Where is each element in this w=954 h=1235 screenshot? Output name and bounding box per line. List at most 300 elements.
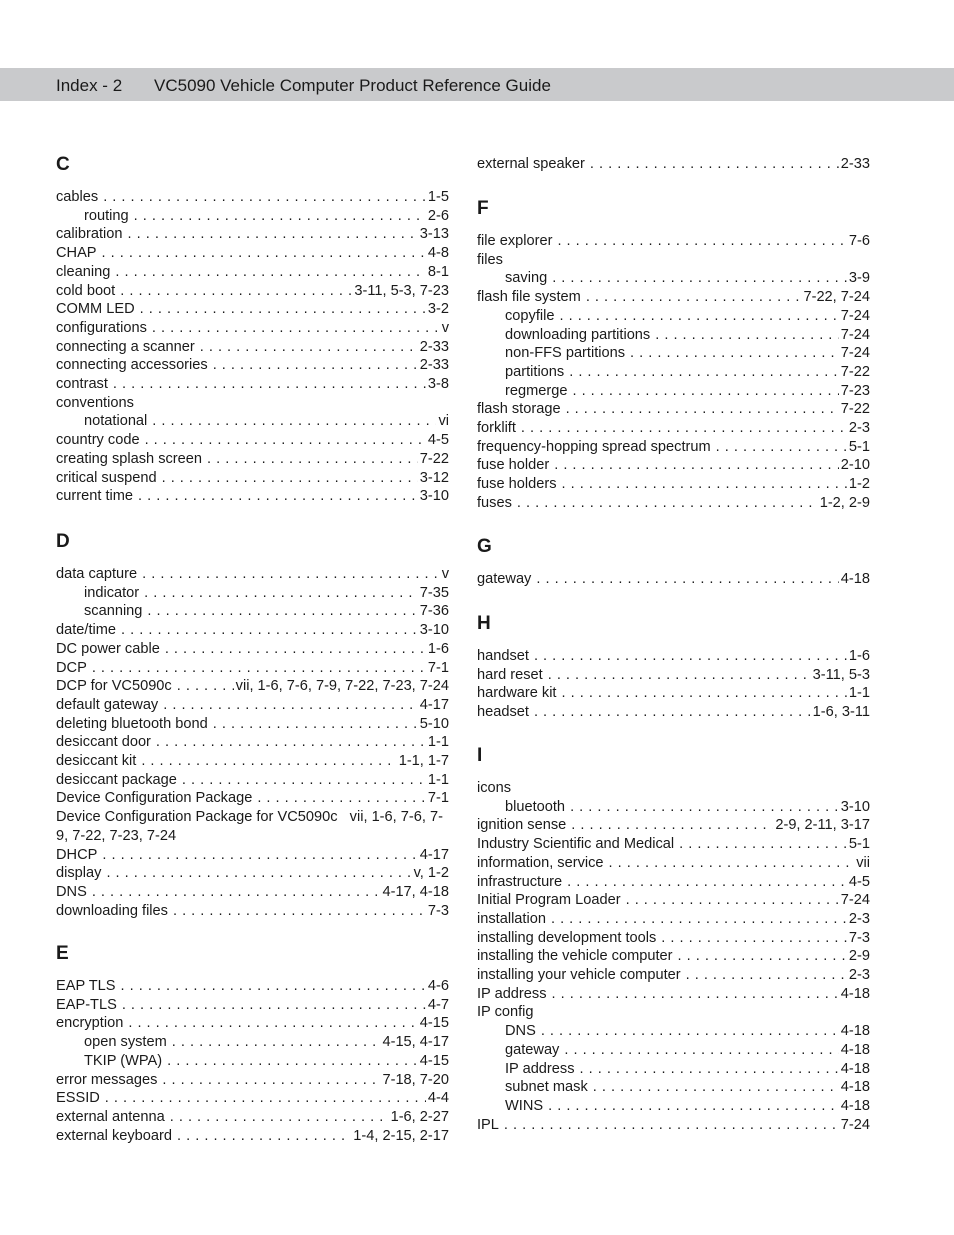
dot-leader (162, 469, 418, 488)
dot-leader (128, 1014, 417, 1033)
index-pages: 7-1 (427, 659, 449, 676)
index-term: creating splash screen (56, 450, 203, 467)
dot-leader (686, 966, 847, 985)
index-entry (477, 251, 870, 270)
index-pages: 4-6 (427, 978, 449, 994)
index-pages: 2-9, 2-11, 3-17 (775, 817, 870, 834)
section-letter-c: C (56, 154, 70, 175)
index-entry (56, 469, 449, 488)
index-pages: 1-1 (848, 685, 870, 702)
dot-leader (562, 475, 847, 494)
index-term: EAP-TLS (56, 996, 117, 1013)
index-term: flash file system (477, 289, 581, 306)
page-number: Index - 2 (56, 76, 123, 95)
index-subentry (84, 584, 449, 603)
index-term: subnet mask (505, 1079, 588, 1096)
index-pages: 1-2, 2-9 (819, 494, 870, 511)
index-term: WINS (505, 1097, 544, 1114)
dot-leader (517, 494, 818, 513)
index-entry (477, 438, 870, 457)
index-pages: 4-18 (840, 571, 870, 587)
index-pages: 7-23 (840, 382, 870, 399)
index-term: headset (477, 704, 529, 721)
index-term: frequency-hopping spread spectrum (477, 438, 711, 455)
index-entry (56, 356, 449, 375)
index-pages: 7-3 (427, 902, 449, 919)
dot-leader (147, 602, 417, 621)
index-pages: 4-15 (419, 1015, 449, 1032)
index-entry (56, 883, 449, 902)
index-term: connecting accessories (56, 357, 208, 374)
index-pages: 3-11, 5-3, 7-23 (354, 282, 449, 299)
section-letter-e: E (56, 943, 69, 964)
index-pages: 4-5 (427, 432, 449, 449)
index-term: hardware kit (477, 685, 557, 702)
index-term: copyfile (505, 307, 555, 324)
index-pages: 4-18 (840, 985, 870, 1002)
index-term: contrast (56, 376, 108, 392)
index-term: downloading files (56, 902, 168, 919)
index-term: date/time (56, 622, 117, 639)
index-subentry (84, 412, 449, 431)
index-entry (56, 394, 449, 413)
section-letter-d: D (56, 531, 70, 552)
index-term: DCP for VC5090c (56, 678, 172, 695)
dot-leader (102, 244, 426, 263)
index-pages: 4-17, 4-18 (382, 883, 449, 900)
index-pages: vii, 1-6, 7-6, 7-9, 7-22, 7-23, 7-24 (56, 809, 443, 844)
index-entry (56, 450, 449, 469)
index-term: gateway (477, 571, 532, 587)
index-entry (477, 873, 870, 892)
index-entry (477, 475, 870, 494)
index-pages: v (441, 566, 449, 582)
dot-leader (92, 883, 381, 902)
index-term: routing (84, 207, 129, 224)
index-entry (477, 494, 870, 513)
index-entry (477, 400, 870, 419)
index-term: Device Configuration Package (56, 790, 253, 807)
index-subentry (84, 1052, 449, 1071)
dot-leader (156, 733, 426, 752)
index-pages: 2-10 (840, 457, 870, 474)
dot-leader (105, 1089, 426, 1108)
dot-leader (145, 431, 426, 450)
index-term: installation (477, 910, 546, 927)
dot-leader (504, 1116, 839, 1135)
index-pages: 7-36 (419, 603, 449, 620)
dot-leader (679, 835, 847, 854)
dot-leader (580, 1060, 839, 1079)
index-term: bluetooth (505, 798, 566, 815)
index-entry (56, 715, 449, 734)
index-pages: 7-22 (840, 401, 870, 418)
dot-leader (557, 232, 846, 251)
index-term: fuses (477, 494, 512, 511)
index-subentry (505, 344, 870, 363)
index-pages: 1-1 (427, 734, 449, 751)
index-pages: 7-18, 7-20 (382, 1071, 449, 1088)
dot-leader (609, 854, 855, 873)
index-pages: 2-33 (419, 357, 449, 374)
index-term: cleaning (56, 263, 111, 280)
index-term: IPL (477, 1116, 499, 1133)
index-entry (477, 1116, 870, 1135)
index-term: indicator (84, 584, 140, 601)
index-pages: 1-4, 2-15, 2-17 (353, 1127, 449, 1144)
index-pages: vi (438, 413, 449, 430)
index-term: external keyboard (56, 1127, 173, 1144)
index-pages: 4-18 (840, 1060, 870, 1077)
index-pages: v, 1-2 (413, 865, 449, 882)
index-pages: 4-7 (427, 996, 449, 1013)
index-term: TKIP (WPA) (84, 1052, 163, 1069)
section-letter-g: G (477, 536, 492, 557)
index-pages: 4-5 (848, 873, 870, 890)
index-term: error messages (56, 1071, 158, 1088)
index-pages: 1-1, 1-7 (398, 753, 449, 769)
index-entry (56, 263, 449, 282)
index-subentry (505, 382, 870, 401)
dot-leader (177, 1127, 351, 1146)
index-term: DCP (56, 659, 87, 676)
index-entry (56, 300, 449, 319)
index-entry (477, 966, 870, 985)
index-term: COMM LED (56, 301, 135, 318)
dot-leader (177, 677, 234, 696)
index-pages: 2-3 (848, 420, 870, 436)
dot-leader (559, 307, 838, 326)
index-entry (56, 696, 449, 715)
dot-leader (630, 344, 839, 363)
index-term: notational (84, 413, 148, 430)
index-term: deleting bluetooth bond (56, 715, 208, 732)
index-term: IP config (477, 1004, 534, 1021)
index-entry (56, 338, 449, 357)
index-entry (477, 985, 870, 1004)
dot-leader (571, 816, 773, 835)
index-term: Device Configuration Package for VC5090c (56, 809, 338, 826)
index-entry (477, 910, 870, 929)
dot-leader (554, 456, 839, 475)
index-subentry (505, 326, 870, 345)
index-entry (477, 703, 870, 722)
index-pages: 1-6, 3-11 (812, 704, 870, 721)
index-pages: 7-6 (848, 233, 870, 249)
index-pages: 4-4 (427, 1090, 449, 1107)
index-pages: 3-12 (419, 469, 449, 486)
dot-leader (200, 338, 418, 357)
index-entry (56, 808, 449, 845)
index-entry (56, 640, 449, 659)
dot-leader (570, 798, 839, 817)
dot-leader (566, 400, 839, 419)
index-term: installing the vehicle computer (477, 948, 673, 965)
dot-leader (103, 188, 426, 207)
dot-leader (121, 621, 418, 640)
dot-leader (106, 864, 411, 883)
index-pages: 7-3 (848, 929, 870, 946)
index-term: critical suspend (56, 469, 157, 486)
index-entry (56, 487, 449, 506)
dot-leader (536, 570, 838, 589)
index-entry (56, 1014, 449, 1033)
index-pages: 3-9 (848, 270, 870, 287)
index-term: scanning (84, 603, 143, 620)
dot-leader (586, 288, 802, 307)
index-entry (56, 1108, 449, 1127)
dot-leader (661, 929, 847, 948)
dot-leader (552, 985, 839, 1004)
index-entry (56, 771, 449, 790)
index-entry (477, 232, 870, 251)
index-term: fuse holders (477, 476, 557, 493)
index-term: regmerge (505, 382, 568, 399)
index-entry (56, 244, 449, 263)
index-pages: 7-22 (419, 450, 449, 467)
index-entry (477, 891, 870, 910)
index-entry (477, 647, 870, 666)
dot-leader (541, 1022, 839, 1041)
dot-leader (140, 300, 426, 319)
index-entry (56, 375, 449, 394)
dot-leader (521, 419, 847, 438)
index-subentry (505, 269, 870, 288)
index-pages: 7-24 (840, 326, 870, 343)
index-pages: 4-8 (427, 245, 449, 262)
dot-leader (590, 155, 839, 174)
index-term: open system (84, 1034, 167, 1051)
index-term: forklift (477, 420, 516, 436)
index-subentry (505, 363, 870, 382)
index-subentry (505, 1078, 870, 1097)
index-term: default gateway (56, 696, 159, 713)
index-pages: 5-1 (848, 836, 870, 853)
index-term: cold boot (56, 282, 116, 299)
dot-leader (534, 703, 811, 722)
index-entry (477, 666, 870, 685)
index-entry (56, 733, 449, 752)
dot-leader (121, 977, 426, 996)
index-term: hard reset (477, 666, 543, 683)
index-subentry (505, 798, 870, 817)
index-entry (56, 282, 449, 301)
index-pages: 4-15, 4-17 (382, 1034, 449, 1051)
dot-leader (170, 1108, 389, 1127)
index-entry (477, 929, 870, 948)
index-term: gateway (505, 1041, 560, 1058)
index-pages: 8-1 (427, 263, 449, 280)
dot-leader (172, 1033, 381, 1052)
index-entry (477, 419, 870, 438)
dot-leader (115, 263, 426, 282)
index-pages: 4-18 (840, 1041, 870, 1058)
dot-leader (593, 1078, 839, 1097)
index-pages: 2-9 (848, 948, 870, 965)
index-term: external speaker (477, 156, 585, 172)
index-entry (477, 155, 870, 174)
index-entry (56, 846, 449, 865)
index-pages: 4-17 (419, 696, 449, 713)
index-entry (56, 621, 449, 640)
dot-leader (142, 565, 440, 584)
dot-leader (122, 996, 426, 1015)
index-entry (56, 431, 449, 450)
index-entry (477, 816, 870, 835)
index-pages: 7-22, 7-24 (803, 289, 870, 306)
index-entry (56, 789, 449, 808)
index-pages: 3-13 (419, 226, 449, 243)
index-entry (56, 752, 449, 771)
index-term: DC power cable (56, 640, 160, 657)
dot-leader (207, 450, 418, 469)
dot-leader (128, 225, 418, 244)
dot-leader (626, 891, 839, 910)
index-pages: 7-24 (840, 1116, 870, 1133)
dot-leader (165, 640, 426, 659)
dot-leader (551, 910, 847, 929)
dot-leader (173, 902, 426, 921)
index-pages: 1-6, 2-27 (390, 1108, 449, 1125)
index-entry (477, 854, 870, 873)
index-pages: 3-8 (427, 376, 449, 392)
index-term: saving (505, 270, 548, 287)
index-term: downloading partitions (505, 326, 651, 343)
index-term: current time (56, 488, 134, 505)
index-entry (477, 570, 870, 589)
index-pages: 1-2 (848, 476, 870, 493)
dot-leader (564, 1041, 838, 1060)
index-entry (477, 288, 870, 307)
index-term: infrastructure (477, 873, 563, 890)
index-term: ESSID (56, 1090, 100, 1107)
dot-leader (534, 647, 847, 666)
index-pages: 2-6 (427, 207, 449, 224)
index-pages: 3-10 (419, 622, 449, 639)
index-entry (56, 1127, 449, 1146)
index-entry (56, 864, 449, 883)
index-pages: 3-11, 5-3 (812, 666, 870, 683)
dot-leader (678, 947, 847, 966)
index-entry (56, 902, 449, 921)
index-subentry (505, 1060, 870, 1079)
index-pages: 1-6 (848, 648, 870, 664)
index-pages: 5-10 (419, 715, 449, 732)
index-term: fuse holder (477, 457, 550, 474)
index-term: desiccant door (56, 734, 151, 751)
index-term: partitions (505, 363, 565, 380)
index-entry (477, 456, 870, 475)
index-term: non-FFS partitions (505, 345, 626, 362)
index-entry (477, 1003, 870, 1022)
index-entry (56, 565, 449, 584)
index-entry (56, 188, 449, 207)
index-pages: 4-15 (419, 1052, 449, 1069)
index-term: information, service (477, 854, 604, 871)
index-term: connecting a scanner (56, 338, 195, 355)
index-term: files (477, 251, 503, 268)
index-term: DNS (56, 883, 87, 900)
index-term: desiccant package (56, 771, 177, 788)
index-term: installing your vehicle computer (477, 967, 681, 983)
index-pages: 4-18 (840, 1097, 870, 1114)
section-letter-h: H (477, 613, 491, 634)
index-subentry (505, 1041, 870, 1060)
dot-leader (716, 438, 847, 457)
dot-leader (655, 326, 839, 345)
index-pages: vii, 1-6, 7-6, 7-9, 7-22, 7-23, 7-24 (235, 678, 449, 695)
index-pages: 2-33 (840, 156, 870, 172)
index-entry (477, 684, 870, 703)
index-entry (477, 779, 870, 798)
dot-leader (152, 319, 440, 338)
index-subentry (84, 1033, 449, 1052)
index-pages: 2-3 (848, 967, 870, 983)
index-term: calibration (56, 226, 123, 243)
page-header (0, 68, 954, 101)
index-pages: 3-10 (840, 798, 870, 815)
index-pages: 5-1 (848, 438, 870, 455)
index-term: ignition sense (477, 817, 567, 834)
index-term: display (56, 865, 102, 882)
dot-leader (213, 715, 418, 734)
index-pages: 7-24 (840, 307, 870, 324)
index-pages: 7-1 (427, 790, 449, 807)
index-pages: 1-5 (427, 189, 449, 205)
index-pages: 1-6 (427, 640, 449, 657)
index-pages: 7-35 (419, 584, 449, 601)
index-entry (56, 1071, 449, 1090)
index-term: encryption (56, 1015, 124, 1032)
index-term: CHAP (56, 245, 97, 262)
index-pages: vii (856, 854, 870, 871)
dot-leader (138, 487, 418, 506)
index-term: DHCP (56, 846, 98, 863)
dot-leader (257, 789, 426, 808)
index-subentry (505, 1097, 870, 1116)
dot-leader (552, 269, 847, 288)
index-pages: 2-3 (848, 910, 870, 927)
dot-leader (141, 752, 396, 771)
index-entry (56, 225, 449, 244)
index-subentry (505, 1022, 870, 1041)
index-term: icons (477, 780, 512, 796)
index-entry (56, 659, 449, 678)
dot-leader (134, 207, 426, 226)
index-term: cables (56, 189, 99, 205)
index-pages: 2-33 (419, 338, 449, 355)
document-title: VC5090 Vehicle Computer Product Reference Guide (154, 76, 551, 95)
index-term: installing development tools (477, 929, 657, 946)
dot-leader (213, 356, 418, 375)
index-term: flash storage (477, 401, 561, 418)
dot-leader (162, 1071, 380, 1090)
index-term: EAP TLS (56, 978, 116, 994)
index-entry (477, 835, 870, 854)
dot-leader (567, 873, 847, 892)
dot-leader (562, 684, 847, 703)
index-term: Initial Program Loader (477, 892, 621, 909)
section-letter-i: I (477, 745, 483, 766)
index-term: IP address (505, 1060, 575, 1077)
index-subentry (505, 307, 870, 326)
index-term: file explorer (477, 233, 553, 249)
index-entry (56, 977, 449, 996)
index-pages: 1-1 (427, 771, 449, 788)
dot-leader (120, 282, 352, 301)
dot-leader (92, 659, 426, 678)
index-entry (56, 996, 449, 1015)
